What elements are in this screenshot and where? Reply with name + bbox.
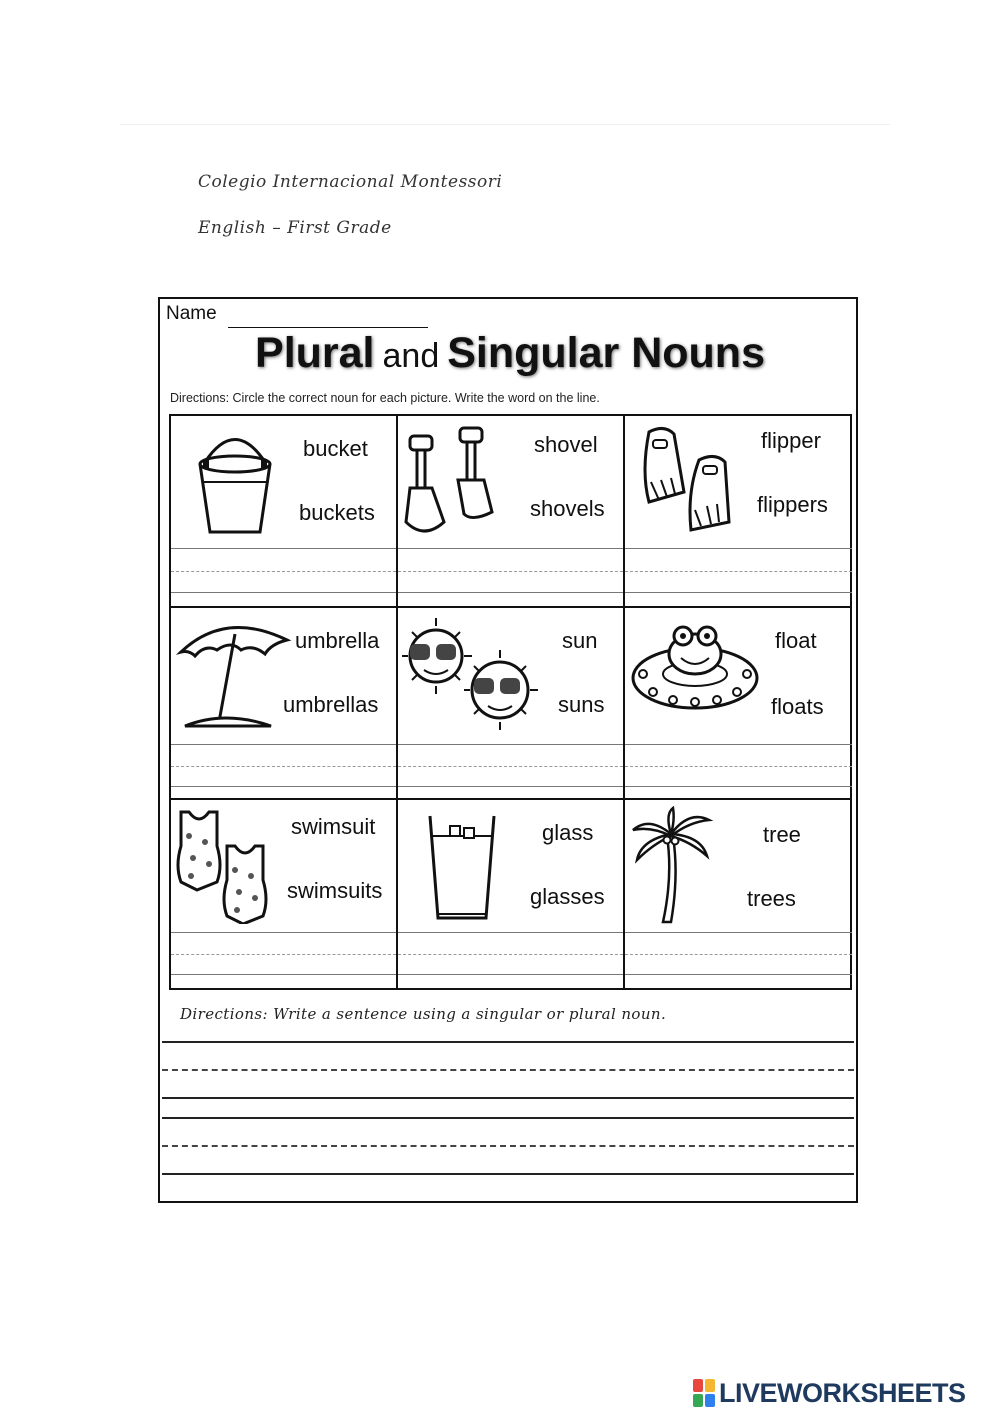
writing-line-base[interactable] [162,1097,854,1099]
directions-sentence: Directions: Write a sentence using a singular or plural noun. [180,1005,667,1023]
answer-guide-line [171,571,396,572]
plural-option[interactable]: glasses [530,884,605,909]
float-icon [629,614,765,732]
page-top-divider [120,124,890,125]
plural-option[interactable]: floats [771,694,824,719]
answer-line[interactable] [171,932,396,933]
answer-line[interactable] [398,932,623,933]
singular-option[interactable]: bucket [303,436,368,461]
plural-option[interactable]: suns [558,692,605,717]
singular-option[interactable]: float [775,628,817,653]
answer-line[interactable] [625,548,852,549]
noun-cell [398,416,625,608]
noun-cell [171,800,398,988]
writing-line-mid [162,1145,854,1147]
plural-option[interactable]: umbrellas [283,692,379,717]
answer-baseline [171,974,396,975]
singular-option[interactable]: shovel [534,432,598,457]
noun-cell [398,608,625,800]
answer-line[interactable] [625,744,852,745]
glass-icon [402,806,522,924]
answer-baseline [398,592,623,593]
answer-guide-line [398,571,623,572]
flipper-icon [629,422,749,540]
sun-icon [402,614,552,732]
answer-baseline [171,786,396,787]
shovel-icon [402,422,522,540]
answer-line[interactable] [625,932,852,933]
bucket-icon [175,422,295,540]
answer-guide-line [625,954,852,955]
answer-line[interactable] [398,744,623,745]
umbrella-icon [175,614,295,732]
plural-option[interactable]: buckets [299,500,375,525]
noun-cell [625,608,852,800]
answer-baseline [625,592,852,593]
course-name: English – First Grade [198,218,392,238]
title-singular-nouns: Singular Nouns [447,329,765,377]
tree-icon [629,806,749,924]
noun-cell [171,416,398,608]
directions-circle: Directions: Circle the correct noun for each picture. Write the word on the line. [170,391,600,405]
noun-cell [625,416,852,608]
answer-baseline [625,786,852,787]
writing-line-mid [162,1069,854,1071]
title-plural: Plural [255,329,375,377]
answer-baseline [398,786,623,787]
singular-option[interactable]: swimsuit [291,814,376,839]
liveworksheets-logo [693,1378,966,1408]
swimsuit-icon [175,806,295,924]
answer-line[interactable] [171,744,396,745]
answer-baseline [171,592,396,593]
brand-name: LIVEWORKSHEETS [719,1377,966,1408]
worksheet-title [160,329,860,378]
plural-option[interactable]: swimsuits [287,878,383,903]
answer-guide-line [625,766,852,767]
answer-guide-line [398,766,623,767]
singular-option[interactable]: umbrella [295,628,380,653]
school-name: Colegio Internacional Montessori [198,172,503,192]
worksheet [158,297,858,1203]
writing-line-top[interactable] [162,1117,854,1119]
singular-option[interactable]: sun [562,628,598,653]
answer-guide-line [398,954,623,955]
writing-line-top[interactable] [162,1041,854,1043]
answer-guide-line [171,766,396,767]
name-label: Name [166,303,217,324]
answer-line[interactable] [398,548,623,549]
title-and: and [382,337,440,375]
noun-cell [171,608,398,800]
answer-baseline [398,974,623,975]
singular-option[interactable]: flipper [761,428,821,453]
answer-baseline [625,974,852,975]
writing-line-base[interactable] [162,1173,854,1175]
liveworksheets-logo-icon [693,1379,715,1407]
answer-line[interactable] [171,548,396,549]
plural-option[interactable]: flippers [757,492,828,517]
singular-option[interactable]: tree [763,822,801,847]
answer-guide-line [171,954,396,955]
plural-option[interactable]: trees [747,886,796,911]
answer-guide-line [625,571,852,572]
singular-option[interactable]: glass [542,820,594,845]
plural-option[interactable]: shovels [530,496,605,521]
noun-cell [398,800,625,988]
noun-cell [625,800,852,988]
name-input-line[interactable] [228,327,428,328]
noun-grid [169,414,852,990]
